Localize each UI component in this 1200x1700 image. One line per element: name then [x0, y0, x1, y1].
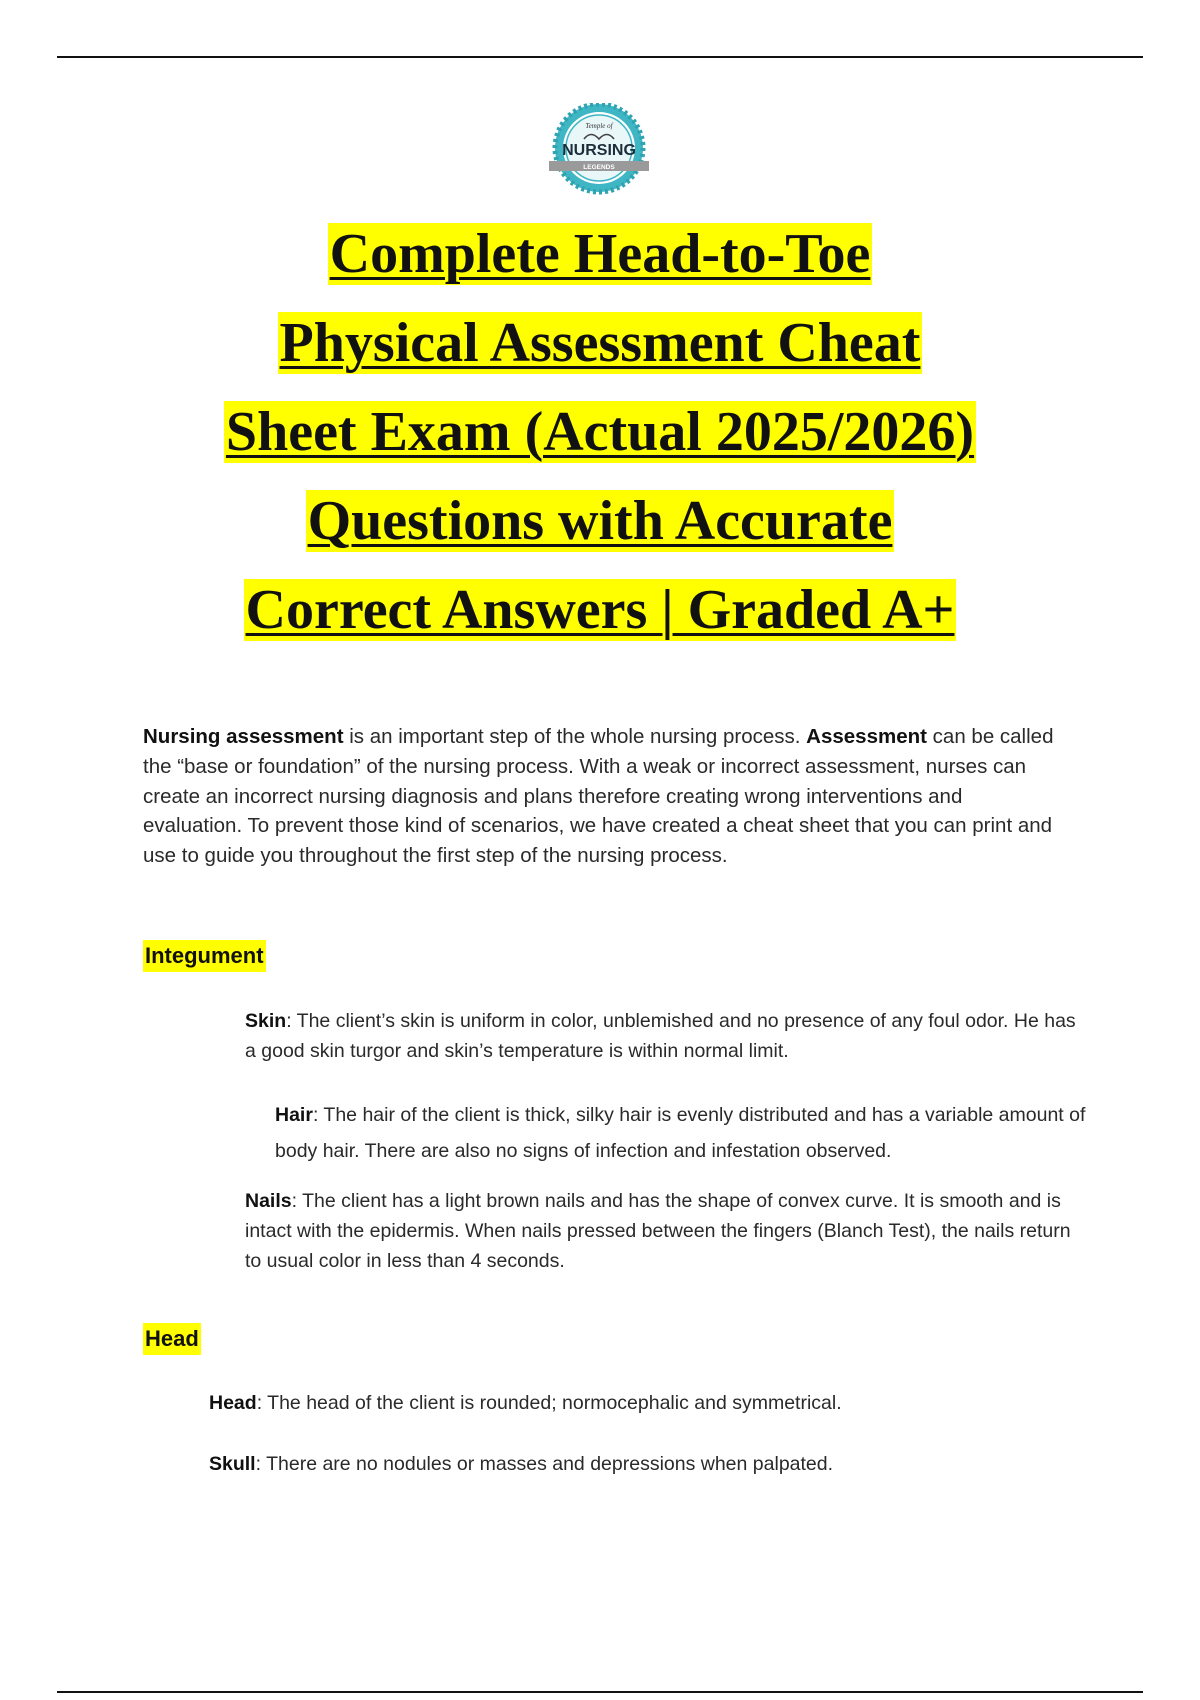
title-line: Sheet Exam (Actual 2025/2026) — [225, 401, 975, 463]
entry-label: Hair — [275, 1104, 313, 1126]
section-heading-integument: Integument — [143, 940, 266, 972]
intro-term-nursing-assessment: Nursing assessment — [143, 725, 344, 748]
entry-text: : The hair of the client is thick, silky hair is evenly distributed and has a variable amount of body hair. There are also no signs of infection and infestation observed. — [275, 1104, 1086, 1162]
intro-text: can be called the “base or foundation” of the nursing process. With a weak or incorrect assessment, nurses can create an incorrect nursing diagnosis and plans therefore creating wrong interventions and evaluation. To prevent those kind of scenarios, we have created a cheat sheet that you can print and use to guide you throughout the first step of the nursing process. — [143, 725, 1054, 868]
entry-nails — [245, 1186, 1075, 1276]
entry-label: Skin — [245, 1010, 287, 1032]
nursing-legends-logo — [547, 103, 651, 197]
top-rule — [57, 56, 1143, 58]
logo-main-text: NURSING — [562, 142, 636, 159]
title-line: Questions with Accurate — [307, 490, 893, 552]
entry-label: Nails — [245, 1190, 292, 1212]
entry-label: Head — [209, 1392, 257, 1414]
document-title — [100, 210, 1100, 655]
entry-text: : The client has a light brown nails and has the shape of convex curve. It is smooth and is intact with the epidermis. When nails pressed between the fingers (Blanch Test), the nails return to usual color in less than 4 seconds. — [245, 1190, 1071, 1272]
bottom-rule — [57, 1691, 1143, 1693]
entry-hair — [275, 1097, 1095, 1169]
entry-skull — [209, 1449, 1109, 1479]
title-line: Physical Assessment Cheat — [279, 312, 921, 374]
entry-skin — [245, 1006, 1085, 1066]
title-line: Complete Head-to-Toe — [329, 223, 871, 285]
entry-text: : There are no nodules or masses and depressions when palpated. — [255, 1453, 834, 1475]
section-heading-head: Head — [143, 1323, 201, 1355]
entry-text: : The client’s skin is uniform in color, unblemished and no presence of any foul odor. He has a good skin turgor and skin’s temperature is within normal limit. — [245, 1010, 1076, 1062]
logo-top-text: Temple of — [585, 122, 613, 130]
title-line: Correct Answers | Graded A+ — [245, 579, 955, 641]
intro-term-assessment: Assessment — [806, 725, 927, 748]
entry-text: : The head of the client is rounded; normocephalic and symmetrical. — [256, 1392, 842, 1414]
intro-text: is an important step of the whole nursing process. — [343, 725, 807, 748]
intro-paragraph — [143, 722, 1063, 871]
logo-bottom-text: LEGENDS — [583, 164, 615, 171]
entry-head — [209, 1388, 1109, 1418]
entry-label: Skull — [209, 1453, 256, 1475]
